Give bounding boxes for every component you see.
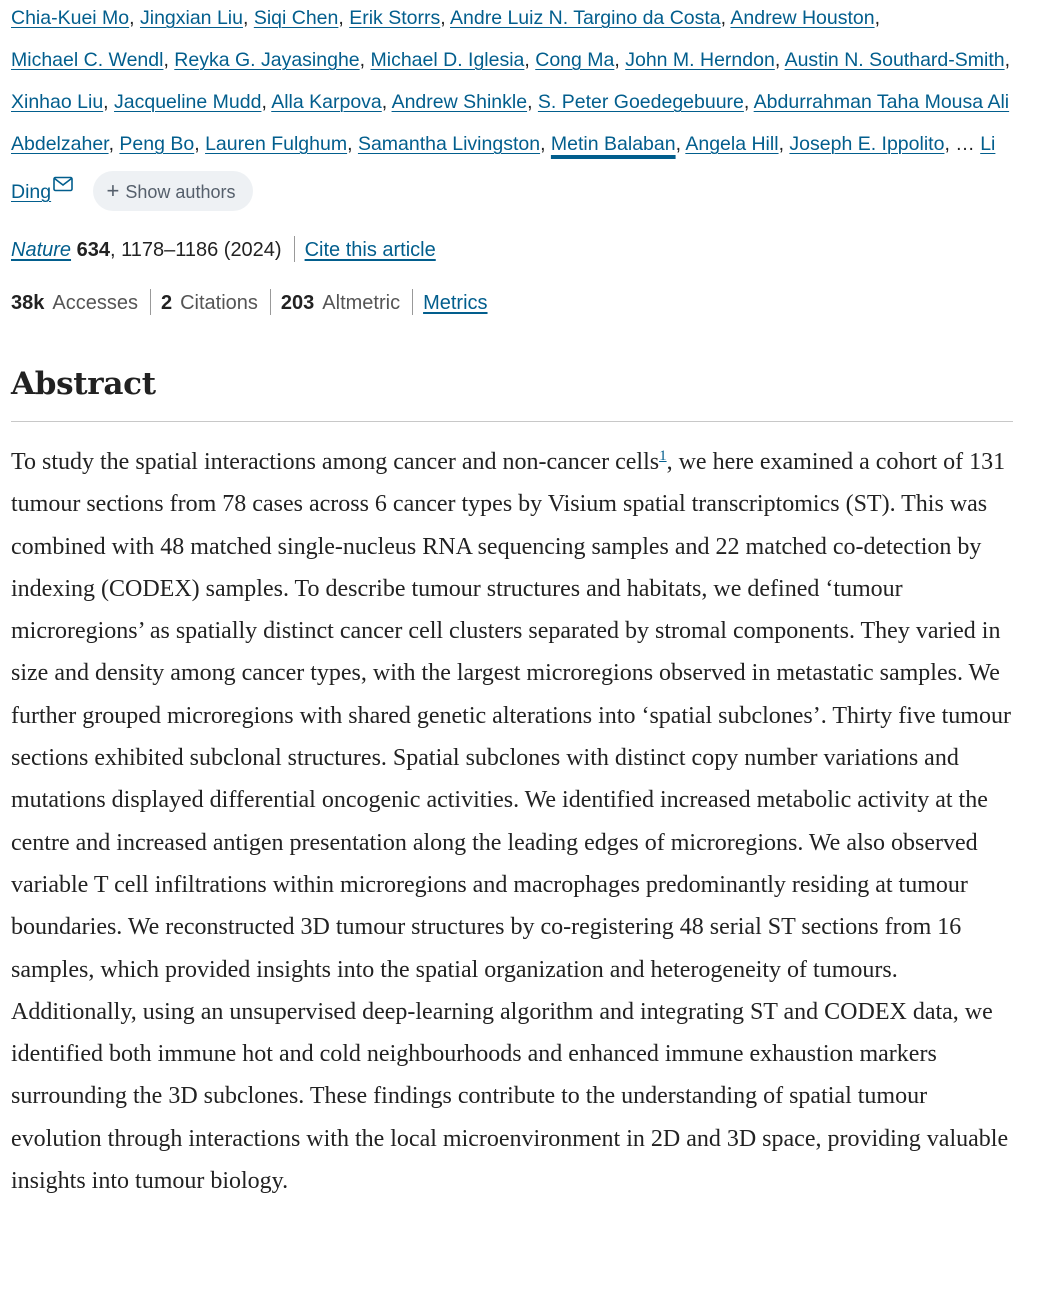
- divider: [150, 289, 151, 315]
- divider: [412, 289, 413, 315]
- author-link[interactable]: Michael D. Iglesia: [370, 49, 525, 71]
- author-link[interactable]: Andrew Shinkle: [391, 91, 528, 113]
- divider: [294, 236, 295, 262]
- show-authors-label: Show authors: [125, 181, 236, 202]
- accesses-count: 38k: [11, 292, 45, 314]
- author-link[interactable]: Austin N. Southard-Smith: [784, 49, 1005, 71]
- author-link[interactable]: Angela Hill: [685, 133, 779, 155]
- citations-count: 2: [160, 292, 173, 314]
- article-page: [11, 0, 1013, 1195]
- author-list: Chia-Kuei Mo, Jingxian Liu, Siqi Chen, Erik Storrs, Andre Luiz N. Targino da Costa, Andrew Houston, Michael C. Wendl, Reyka G. Jayasinghe, Michael D. Iglesia, Cong Ma, John M. Herndon, Austin N. Southard-Smith, Xinhao Liu, Jacqueline Mudd, Alla Karpova, Andrew Shinkle, S. Peter Goedegebuure, Abdurrahman Taha Mousa Ali Abdelzaher, Peng Bo, Lauren Fulghum, Samantha Livingston, Metin Balaban, Angela Hill, Joseph E. Ippolito, … Li Ding + Show authors: [11, 0, 1013, 213]
- author-link[interactable]: S. Peter Goedegebuure: [537, 91, 744, 113]
- author-link[interactable]: Abdurrahman Taha Mousa Ali Abdelzaher: [11, 91, 1010, 155]
- altmetric-label: Altmetric: [322, 292, 401, 314]
- author-link[interactable]: Cong Ma: [535, 49, 615, 71]
- plus-icon: +: [106, 177, 120, 203]
- author-link[interactable]: Andrew Houston: [730, 7, 875, 29]
- authors-ellipsis: …: [955, 133, 975, 155]
- volume: 634: [76, 239, 110, 261]
- author-link[interactable]: Samantha Livingston: [357, 133, 541, 155]
- author-link[interactable]: Andre Luiz N. Targino da Costa: [450, 7, 721, 29]
- accesses-label: Accesses: [52, 292, 138, 314]
- abstract-text-start: To study the spatial interactions among cancer and non-cancer cells: [11, 449, 660, 475]
- author-link[interactable]: Joseph E. Ippolito: [789, 133, 945, 155]
- abstract-text-rest: , we here examined a cohort of 131 tumour sections from 78 cases across 6 cancer types by Visium spatial transcriptomics (ST). This was combined with 48 matched single-nucleus RNA sequencing samples and 22 matched co-detection by indexing (CODEX) samples. To describe tumour structures and habitats, we defined ‘tumour microregions’ as spatially distinct cancer cell clusters separated by stromal components. They varied in size and density among cancer types, with the largest microregions observed in metastatic samples. We further grouped microregions with shared genetic alterations into ‘spatial subclones’. Thirty five tumour sections exhibited subclonal structures. Spatial subclones with distinct copy number variations and mutations displayed differential oncogenic activities. We identified increased metabolic activity at the centre and increased antigen presentation along the leading edges of microregions. We also observed variable T cell infiltrations within microregions and macrophages predominantly residing at tumour boundaries. We reconstructed 3D tumour structures by co-registering 48 serial ST sections from 16 samples, which provided insights into the spatial organization and heterogeneity of tumours. Additionally, using an unsupervised deep-learning algorithm and integrating ST and CODEX data, we identified both immune hot and cold neighbourhoods and enhanced immune exhaustion markers surrounding the 3D subclones. These findings contribute to the understanding of spatial tumour evolution through interactions with the local microenvironment in 2D and 3D space, providing valuable insights into tumour biology.: [11, 449, 1011, 1195]
- author-link[interactable]: Jacqueline Mudd: [114, 91, 262, 113]
- author-link[interactable]: Michael C. Wendl: [11, 49, 164, 71]
- citation-line: [11, 236, 436, 264]
- abstract-body: [11, 433, 1011, 1202]
- author-link[interactable]: Jingxian Liu: [139, 7, 243, 29]
- metrics-row: [11, 289, 488, 317]
- mail-icon[interactable]: [53, 165, 73, 181]
- author-link[interactable]: Reyka G. Jayasinghe: [174, 49, 360, 71]
- divider: [270, 289, 271, 315]
- heading-divider: [11, 421, 1013, 422]
- corresponding-author-link[interactable]: Li Ding: [11, 133, 996, 203]
- author-link[interactable]: Chia-Kuei Mo: [11, 7, 130, 29]
- metrics-link[interactable]: Metrics: [423, 292, 488, 314]
- citations-label: Citations: [180, 292, 258, 314]
- reference-link[interactable]: 1: [659, 448, 667, 464]
- abstract-heading: Abstract: [11, 366, 156, 402]
- author-link[interactable]: Erik Storrs: [349, 7, 441, 29]
- pages-year: , 1178–1186 (2024): [109, 239, 282, 261]
- author-link[interactable]: Siqi Chen: [253, 7, 339, 29]
- author-link[interactable]: Peng Bo: [119, 133, 195, 155]
- journal-link[interactable]: Nature: [11, 239, 72, 261]
- show-authors-button[interactable]: [93, 171, 254, 211]
- cite-article-link[interactable]: Cite this article: [304, 239, 436, 261]
- author-link[interactable]: John M. Herndon: [625, 49, 775, 71]
- author-link[interactable]: Alla Karpova: [271, 91, 382, 113]
- author-link[interactable]: Xinhao Liu: [11, 91, 104, 113]
- altmetric-count: 203: [280, 292, 315, 314]
- author-link[interactable]: Lauren Fulghum: [205, 133, 348, 155]
- author-link-active[interactable]: Metin Balaban: [550, 133, 676, 155]
